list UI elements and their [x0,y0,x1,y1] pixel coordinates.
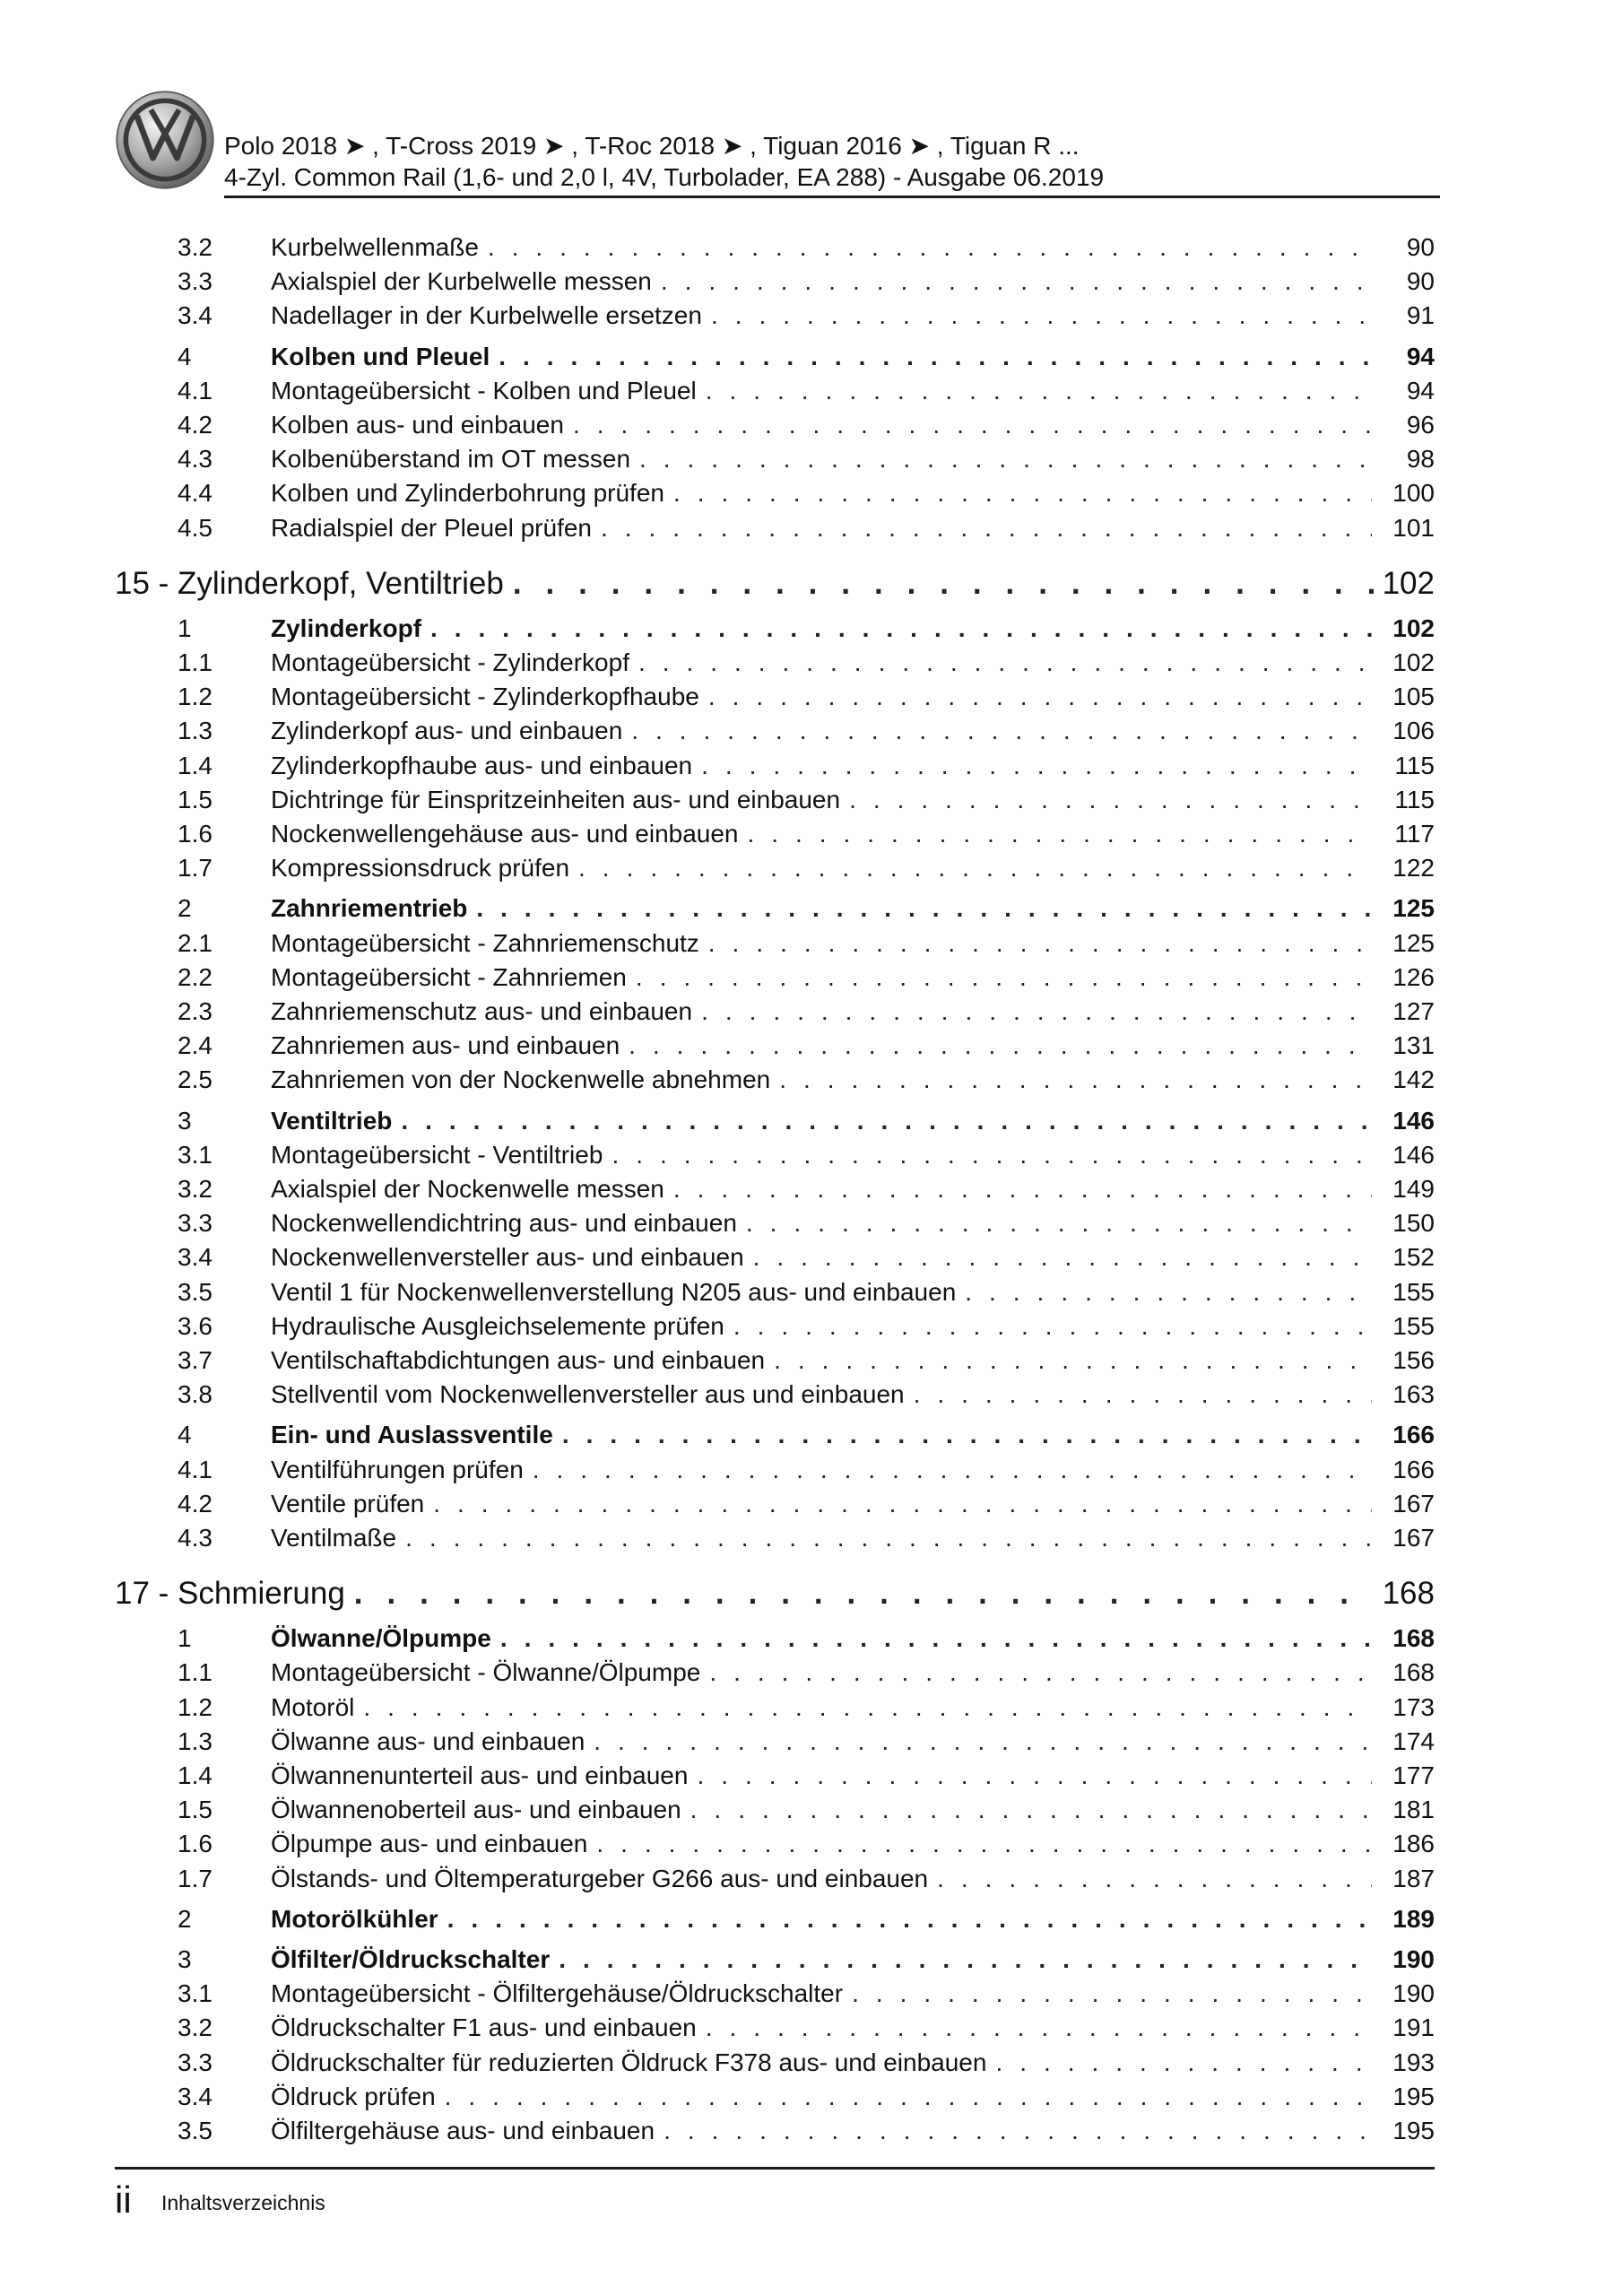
toc-subsection[interactable] [178,1344,1435,1378]
toc-entry-page: 174 [1392,1726,1435,1755]
toc-entry-page: 98 [1406,445,1435,474]
toc-entry-title: Kolben und Zylinderbohrung prüfen [271,479,664,508]
toc-entry-number: 3.2 [178,1175,213,1203]
toc-entry-page: 195 [1392,2082,1435,2110]
toc-entry-title: Dichtringe für Einspritzeinheiten aus- und einbauen [271,785,841,813]
toc-subsection[interactable] [178,1378,1435,1412]
toc-subsection[interactable] [178,1793,1435,1827]
toc-subsection[interactable] [178,1206,1435,1240]
toc-entry-title: Nadellager in der Kurbelwelle ersetzen [271,301,702,330]
toc-leader-dots [629,1029,1372,1063]
toc-subsection[interactable] [178,1521,1435,1555]
toc-entry-title: Zahnriemen aus- und einbauen [271,1031,620,1060]
toc-entry-title: Stellventil vom Nockenwellenversteller aus und einbauen [271,1380,905,1409]
toc-entry-title: Nockenwellenversteller aus- und einbauen [271,1243,744,1272]
toc-leader-dots [612,1138,1372,1172]
toc-entry-number: 2.5 [178,1065,213,1094]
toc-entry-page: 167 [1392,1489,1435,1518]
toc-leader-dots [636,961,1372,995]
toc-entry-title: Ölfilter/Öldruckschalter [271,1945,551,1973]
toc-entry-number: 2.4 [178,1031,213,1060]
toc-subsection[interactable] [178,1309,1435,1344]
toc-leader-dots [706,374,1372,408]
toc-entry-title: Montageübersicht - Zahnriemenschutz [271,928,699,957]
toc-leader-dots [573,408,1372,442]
toc-entry-page: 149 [1392,1175,1435,1203]
toc-subsection[interactable] [178,1275,1435,1309]
toc-entry-number: 3.4 [178,301,213,330]
toc-entry-number: 3.3 [178,1209,213,1238]
toc-entry-number: 1.3 [178,717,213,745]
toc-leader-dots [445,2080,1372,2114]
toc-subsection[interactable] [178,1977,1435,2011]
toc-section[interactable] [178,612,1435,646]
toc-entry-title: Nockenwellendichtring aus- und einbauen [271,1209,737,1238]
toc-entry-page: 177 [1392,1761,1435,1789]
toc-subsection[interactable] [178,1453,1435,1487]
toc-subsection[interactable] [178,1725,1435,1759]
toc-subsection[interactable] [178,374,1435,408]
toc-entry-title: Kolbenüberstand im OT messen [271,445,631,474]
toc-section[interactable] [178,1418,1435,1452]
toc-entry-title: Ölwanne/Ölpumpe [271,1624,491,1653]
toc-leader-dots [774,1344,1372,1378]
toc-leader-dots [709,1656,1372,1690]
toc-entry-number: 1.5 [178,1796,213,1824]
toc-entry-page: 166 [1392,1421,1435,1449]
toc-leader-dots [638,646,1372,680]
toc-leader-dots [447,1902,1372,1936]
toc-entry-title: Zylinderkopf aus- und einbauen [271,717,623,745]
toc-entry-page: 127 [1392,997,1435,1025]
toc-entry-title: Zahnriementrieb [271,894,468,923]
toc-entry-page: 106 [1392,717,1435,745]
toc-entry-page: 190 [1392,1945,1435,1973]
toc-subsection[interactable] [178,299,1435,333]
toc-entry-title: Öldruckschalter F1 aus- und einbauen [271,2013,697,2042]
toc-entry-page: 167 [1392,1524,1435,1552]
toc-leader-dots [995,2046,1372,2080]
toc-entry-title: Kolben und Pleuel [271,342,490,370]
toc-entry-page: 156 [1392,1346,1435,1374]
toc-entry-title: Zahnriemenschutz aus- und einbauen [271,997,693,1025]
toc-entry-title: Montageübersicht - Zahnriemen [271,962,627,991]
toc-entry-title: Radialspiel der Pleuel prüfen [271,513,592,542]
toc-entry-title: 17 - Schmierung [115,1576,345,1612]
toc-subsection[interactable] [178,2011,1435,2045]
toc-leader-dots [852,1977,1372,2011]
toc-entry-title: Montageübersicht - Ölwanne/Ölpumpe [271,1658,701,1687]
toc-entry-title: Ventil 1 für Nockenwellenverstellung N205 aus- und einbauen [271,1277,957,1306]
toc-entry-page: 125 [1392,928,1435,957]
toc-leader-dots [673,476,1372,510]
toc-entry-page: 146 [1392,1106,1435,1135]
toc-leader-dots [488,230,1372,265]
toc-entry-title: Motorölkühler [271,1904,438,1933]
toc-subsection[interactable] [178,783,1435,817]
toc-leader-dots [578,851,1372,885]
footer-divider [115,2167,1435,2170]
toc-entry-number: 1.5 [178,785,213,813]
toc-entry-title: Montageübersicht - Zylinderkopf [271,648,629,676]
toc-entry-page: 105 [1392,683,1435,711]
toc-leader-dots [733,1309,1372,1344]
toc-entry-page: 155 [1392,1311,1435,1340]
toc-subsection[interactable] [178,995,1435,1029]
toc-entry-page: 146 [1392,1140,1435,1169]
toc-leader-dots [779,1063,1372,1097]
toc-entry-number: 3.8 [178,1380,213,1409]
toc-entry-number: 1.7 [178,854,213,883]
toc-leader-dots [476,891,1372,926]
toc-subsection[interactable] [178,749,1435,783]
toc-leader-dots [363,1691,1372,1725]
toc-entry-title: Montageübersicht - Zylinderkopfhaube [271,683,699,711]
toc-leader-dots [746,1206,1372,1240]
toc-entry-number: 3.6 [178,1311,213,1340]
toc-subsection[interactable] [178,1172,1435,1206]
toc-leader-dots [753,1240,1372,1274]
toc-entry-number: 1.1 [178,1658,213,1687]
toc-leader-dots [937,1862,1372,1896]
toc-entry-page: 90 [1406,267,1435,296]
toc-entry-page: 90 [1406,233,1435,261]
toc-leader-dots [706,2011,1372,2045]
toc-subsection[interactable] [178,408,1435,442]
toc-section[interactable] [178,891,1435,926]
toc-section[interactable] [178,1622,1435,1656]
toc-entry-title: Nockenwellengehäuse aus- und einbauen [271,820,739,848]
toc-entry-number: 1.6 [178,820,213,848]
toc-entry-title: Ventilschaftabdichtungen aus- und einbauen [271,1346,766,1374]
toc-section[interactable] [178,1104,1435,1138]
toc-entry-page: 102 [1392,613,1435,642]
toc-leader-dots [697,1759,1372,1793]
toc-entry-number: 3.4 [178,2082,213,2110]
toc-entry-page: 186 [1392,1830,1435,1858]
toc-leader-dots [354,1573,1374,1614]
toc-entry-number: 3.2 [178,233,213,261]
toc-entry-number: 4 [178,342,192,370]
toc-leader-dots [639,442,1372,476]
toc-entry-number: 3.5 [178,2117,213,2144]
toc-leader-dots [701,995,1372,1029]
toc-entry-page: 131 [1392,1031,1435,1060]
toc-entry-page: 115 [1394,785,1435,813]
toc-leader-dots [562,1418,1372,1452]
toc-leader-dots [849,783,1372,817]
toc-entry-number: 1 [178,1624,192,1653]
toc-leader-dots [596,1827,1372,1861]
toc-subsection[interactable] [178,476,1435,510]
toc-entry-title: 15 - Zylinderkopf, Ventiltrieb [115,565,504,601]
toc-subsection[interactable] [178,442,1435,476]
toc-entry-number: 3.3 [178,2048,213,2076]
toc-entry-number: 1.3 [178,1726,213,1755]
toc-subsection[interactable] [178,851,1435,885]
toc-entry-title: Montageübersicht - Ölfiltergehäuse/Öldruckschalter [271,1979,844,2008]
toc-entry-title: Zylinderkopf [271,613,422,642]
toc-entry-page: 126 [1392,962,1435,991]
toc-entry-page: 163 [1392,1380,1435,1409]
toc-entry-number: 3 [178,1945,192,1973]
toc-entry-title: Montageübersicht - Kolben und Pleuel [271,376,697,404]
toc-entry-number: 1.2 [178,683,213,711]
toc-entry-number: 1.4 [178,751,213,779]
toc-leader-dots [499,340,1372,374]
toc-subsection[interactable] [178,1691,1435,1725]
toc-entry-page: 168 [1392,1624,1435,1653]
toc-leader-dots [708,926,1372,961]
toc-section[interactable] [178,1943,1435,1977]
toc-subsection[interactable] [178,961,1435,995]
toc-entry-page: 166 [1392,1455,1435,1483]
toc-entry-title: Zylinderkopfhaube aus- und einbauen [271,751,693,779]
toc-entry-title: Ölpumpe aus- und einbauen [271,1830,588,1858]
toc-entry-page: 168 [1382,1576,1435,1612]
toc-entry-page: 191 [1392,2013,1435,2042]
toc-leader-dots [533,1453,1372,1487]
toc-entry-title: Motoröl [271,1692,355,1721]
toc-subsection[interactable] [178,1029,1435,1063]
toc-entry-page: 187 [1392,1864,1435,1892]
toc-entry-number: 2 [178,894,192,923]
toc-entry-title: Ölwannenoberteil aus- und einbauen [271,1796,681,1824]
toc-entry-title: Kolben aus- und einbauen [271,411,564,439]
toc-leader-dots [664,2114,1372,2148]
toc-entry-page: 189 [1392,1904,1435,1933]
toc-entry-number: 3.5 [178,1277,213,1306]
toc-leader-dots [965,1275,1372,1309]
toc-entry-page: 102 [1392,648,1435,676]
toc-entry-page: 152 [1392,1243,1435,1272]
toc-subsection[interactable] [178,265,1435,299]
toc-entry-number: 4.3 [178,1524,213,1552]
toc-entry-number: 1.4 [178,1761,213,1789]
toc-entry-title: Hydraulische Ausgleichselemente prüfen [271,1311,724,1340]
toc-entry-page: 100 [1392,479,1435,508]
toc-entry-number: 1.6 [178,1830,213,1858]
toc-leader-dots [401,1104,1372,1138]
toc-entry-title: Ölfiltergehäuse aus- und einbauen [271,2117,655,2144]
header-models: Polo 2018 ➤ , T-Cross 2019 ➤ , T-Roc 2018 ➤ , Tiguan 2016 ➤ , Tiguan R ... [224,132,1080,160]
toc-entry-number: 3 [178,1106,192,1135]
toc-leader-dots [594,1725,1372,1759]
toc-leader-dots [559,1943,1372,1977]
toc-entry-page: 115 [1394,751,1435,779]
toc-entry-number: 2.1 [178,928,213,957]
toc-entry-title: Ventilführungen prüfen [271,1455,524,1483]
toc-entry-page: 125 [1392,894,1435,923]
toc-entry-number: 4 [178,1421,192,1449]
toc-subsection[interactable] [178,1656,1435,1690]
toc-entry-title: Ventile prüfen [271,1489,425,1518]
toc-leader-dots [601,511,1372,545]
toc-leader-dots [500,1622,1372,1656]
header-engine-edition: 4-Zyl. Common Rail (1,6- und 2,0 l, 4V, Turbolader, EA 288) - Ausgabe 06.2019 [224,163,1105,191]
toc-entry-title: Ventiltrieb [271,1106,393,1135]
toc-entry-number: 3.1 [178,1140,213,1169]
toc-entry-number: 4.3 [178,445,213,474]
toc-leader-dots [433,1487,1372,1521]
toc-subsection[interactable] [178,714,1435,748]
toc-entry-number: 3.3 [178,267,213,296]
toc-chapter[interactable] [115,563,1435,604]
toc-entry-number: 4.2 [178,411,213,439]
toc-subsection[interactable] [178,2114,1435,2148]
toc-entry-number: 3.2 [178,2013,213,2042]
toc-entry-page: 94 [1406,376,1435,404]
toc-leader-dots [430,612,1372,646]
toc-entry-title: Ein- und Auslassventile [271,1421,553,1449]
toc-entry-number: 1.2 [178,1692,213,1721]
toc-chapter[interactable] [115,1573,1435,1614]
toc-entry-title: Axialspiel der Nockenwelle messen [271,1175,664,1203]
toc-entry-number: 4.1 [178,1455,213,1483]
footer-section-label: Inhaltsverzeichnis [161,2191,325,2214]
toc-entry-page: 142 [1392,1065,1435,1094]
toc-leader-dots [711,299,1372,333]
toc-subsection[interactable] [178,1487,1435,1521]
toc-entry-page: 150 [1392,1209,1435,1238]
toc-leader-dots [701,749,1372,783]
toc-entry-title: Öldruckschalter für reduzierten Öldruck F378 aus- und einbauen [271,2048,987,2076]
toc-entry-page: 155 [1392,1277,1435,1306]
page-number: ii [115,2179,132,2221]
toc-entry-page: 168 [1392,1658,1435,1687]
toc-entry-number: 3.4 [178,1243,213,1272]
toc-subsection[interactable] [178,1759,1435,1793]
toc-subsection[interactable] [178,646,1435,680]
toc-entry-number: 3.1 [178,1979,213,2008]
toc-leader-dots [513,563,1374,604]
toc-entry-title: Ölstands- und Öltemperaturgeber G266 aus- und einbauen [271,1864,929,1892]
toc-entry-title: Ölwannenunterteil aus- und einbauen [271,1761,689,1789]
toc-entry-title: Kurbelwellenmaße [271,233,479,261]
toc-subsection[interactable] [178,1138,1435,1172]
toc-entry-page: 96 [1406,411,1435,439]
toc-entry-page: 91 [1406,301,1435,330]
toc-section[interactable] [178,340,1435,374]
toc-entry-title: Axialspiel der Kurbelwelle messen [271,267,652,296]
toc-leader-dots [661,265,1372,299]
toc-entry-title: Öldruck prüfen [271,2082,436,2110]
toc-entry-number: 4.2 [178,1489,213,1518]
toc-entry-page: 193 [1392,2048,1435,2076]
toc-entry-number: 3.7 [178,1346,213,1374]
toc-leader-dots [748,817,1373,851]
toc-entry-number: 2.3 [178,997,213,1025]
toc-entry-page: 122 [1392,854,1435,883]
toc-entry-number: 4.1 [178,376,213,404]
toc-entry-number: 4.4 [178,479,213,508]
toc-subsection[interactable] [178,2046,1435,2080]
toc-subsection[interactable] [178,1862,1435,1896]
toc-subsection[interactable] [178,1240,1435,1274]
toc-subsection[interactable] [178,511,1435,545]
toc-entry-page: 102 [1382,565,1435,601]
toc-leader-dots [708,680,1372,714]
toc-entry-title: Kompressionsdruck prüfen [271,854,570,883]
toc-entry-page: 190 [1392,1979,1435,2008]
toc-entry-page: 117 [1394,820,1435,848]
toc-subsection[interactable] [178,230,1435,265]
toc-entry-page: 173 [1392,1692,1435,1721]
toc-subsection[interactable] [178,926,1435,961]
toc-entry-number: 1 [178,613,192,642]
toc-entry-page: 181 [1392,1796,1435,1824]
toc-entry-title: Zahnriemen von der Nockenwelle abnehmen [271,1065,771,1094]
toc-entry-number: 1.7 [178,1864,213,1892]
toc-entry-number: 1.1 [178,648,213,676]
toc-entry-page: 101 [1392,513,1435,542]
toc-leader-dots [690,1793,1372,1827]
toc-entry-page: 94 [1406,342,1435,370]
toc-subsection[interactable] [178,680,1435,714]
toc-entry-number: 2 [178,1904,192,1933]
toc-leader-dots [405,1521,1372,1555]
toc-subsection[interactable] [178,1063,1435,1097]
toc-entry-number: 2.2 [178,962,213,991]
toc-subsection[interactable] [178,2080,1435,2114]
toc-leader-dots [631,714,1372,748]
toc-leader-dots [914,1378,1372,1412]
toc-subsection[interactable] [178,817,1435,851]
toc-entry-page: 195 [1392,2117,1435,2144]
toc-subsection[interactable] [178,1827,1435,1861]
toc-entry-title: Ölwanne aus- und einbauen [271,1726,585,1755]
toc-leader-dots [673,1172,1372,1206]
toc-entry-number: 4.5 [178,513,213,542]
toc-entry-title: Ventilmaße [271,1524,397,1552]
toc-section[interactable] [178,1902,1435,1936]
toc-entry-title: Montageübersicht - Ventiltrieb [271,1140,603,1169]
